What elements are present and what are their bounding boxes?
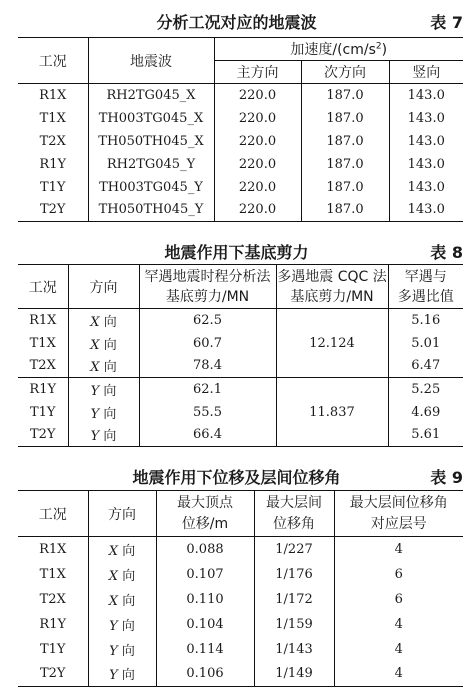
table8-header-case: 工况 xyxy=(18,265,68,309)
table-row: R1Y Y 向 0.104 1/159 4 xyxy=(18,612,463,637)
table8-caption xyxy=(0,236,473,264)
table9-header-row xyxy=(18,491,463,537)
table-row: R1Y RH2TG045_Y 220.0 187.0 143.0 xyxy=(18,153,463,176)
table7 xyxy=(18,37,463,222)
table-row: T2X TH050TH045_X 220.0 187.0 143.0 xyxy=(18,130,463,153)
table7-header-main: 主方向 xyxy=(214,61,301,84)
table8-header-row xyxy=(18,265,463,309)
table9 xyxy=(18,490,463,687)
table-row: T2Y Y 向 66.4 5.61 xyxy=(18,424,463,447)
table7-header-row xyxy=(18,38,463,61)
table8-frequent-x: 12.124 xyxy=(276,309,388,378)
table7-header-secondary: 次方向 xyxy=(301,61,389,84)
table-row: R1X X 向 0.088 1/227 4 xyxy=(18,537,463,562)
table7-caption xyxy=(0,6,473,34)
table-row: R1X RH2TG045_X 220.0 187.0 143.0 xyxy=(18,84,463,107)
table-row: T1X TH003TG045_X 220.0 187.0 143.0 xyxy=(18,107,463,130)
table8-header-ratio: 罕遇与 多遇比值 xyxy=(388,265,463,309)
table8-title: 地震作用下基底剪力 xyxy=(164,243,309,262)
table8-frequent-y: 11.837 xyxy=(276,378,388,447)
table9-header-direction: 方向 xyxy=(88,491,156,537)
table-row: R1Y Y 向 62.1 11.837 5.25 xyxy=(18,378,463,401)
table-row: T2X X 向 78.4 6.47 xyxy=(18,355,463,378)
table-row: T2Y Y 向 0.106 1/149 4 xyxy=(18,662,463,687)
table7-header-case: 工况 xyxy=(18,38,88,84)
table7-number: 表 7 xyxy=(430,13,463,32)
table8-header-rare: 罕遇地震时程分析法 基底剪力/MN xyxy=(139,265,276,309)
table-row: T1Y Y 向 0.114 1/143 4 xyxy=(18,637,463,662)
table-row: T1X X 向 0.107 1/176 6 xyxy=(18,562,463,587)
table7-title: 分析工况对应的地震波 xyxy=(156,13,317,32)
table-row: R1X X 向 62.5 12.124 5.16 xyxy=(18,309,463,332)
table7-header-wave: 地震波 xyxy=(88,38,214,84)
table7-header-acceleration: 加速度$/(cm/s^2)$ xyxy=(214,38,463,61)
table9-number: 表 9 xyxy=(430,468,463,487)
table8 xyxy=(18,264,463,447)
table9-header-top-disp: 最大顶点 位移/m xyxy=(156,491,254,537)
table-row: T1Y TH003TG045_Y 220.0 187.0 143.0 xyxy=(18,176,463,199)
table-row: T1Y Y 向 55.5 4.69 xyxy=(18,401,463,424)
table8-number: 表 8 xyxy=(430,243,463,262)
table9-title: 地震作用下位移及层间位移角 xyxy=(132,468,341,487)
table8-header-direction: 方向 xyxy=(68,265,139,309)
table7-header-vertical: 竖向 xyxy=(389,61,463,84)
table9-caption xyxy=(0,461,473,489)
table9-header-case: 工况 xyxy=(18,491,88,537)
table-row: T1X X 向 60.7 5.01 xyxy=(18,332,463,355)
table8-header-frequent: 多遇地震 CQC 法 基底剪力/MN xyxy=(276,265,388,309)
table9-header-drift: 最大层间 位移角 xyxy=(254,491,334,537)
table9-header-floor: 最大层间位移角 对应层号 xyxy=(334,491,463,537)
table-row: T2Y TH050TH045_Y 220.0 187.0 143.0 xyxy=(18,199,463,222)
table-row: T2X X 向 0.110 1/172 6 xyxy=(18,587,463,612)
